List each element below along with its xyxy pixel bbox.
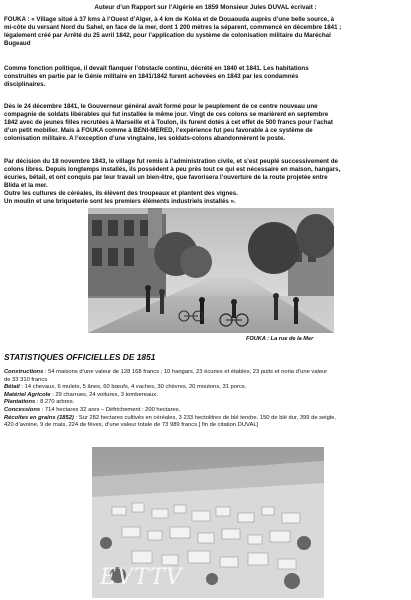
- text-line: écuries, bétail, et ont conquis par leur travail un bien-être, que favorisera l’ouverture de la route projetée entre: [4, 174, 328, 182]
- text-line: disciplinaires.: [4, 81, 46, 89]
- stat-label: Récoltes en grains (1852): [4, 414, 74, 421]
- stat-text: : 54 maisons d’une valeur de 128 168 francs ; 10 hangars, 23 écuries et étables, 23 puits et noria d’une valeur: [43, 369, 328, 375]
- document-header: Auteur d’un Rapport sur l’Algérie en 1859 Monsieur Jules DUVAL écrivait :: [94, 4, 317, 11]
- stat-line: [4, 384, 410, 392]
- paragraph-administration: [4, 158, 410, 207]
- stat-label: Concessions: [4, 406, 41, 413]
- stat-text: : Sur 282 hectares cultivés en céréales, 3 233 hectolitres de blé tendre, 150 de blé dur, 399 de seigle,: [73, 414, 336, 421]
- stat-text: de 33 310 francs.: [4, 376, 49, 383]
- text-line: compagnie de soldats libérables qui fut installée le même jour. Vingt de ces colons se marièrent en septembre: [4, 111, 329, 119]
- text-line: colonisation militaire. A l’exception d’une vingtaine, les soldats-colons abandonnèrent le poste.: [4, 135, 286, 143]
- text-line: Un moulin et une briqueterie sont les premiers éléments industriels installés ».: [4, 198, 236, 206]
- statistics-list: [4, 369, 410, 430]
- paragraph-peuplement: [4, 103, 410, 143]
- stat-line: [4, 377, 410, 385]
- text-line: Dès le 24 décembre 1841, le Gouverneur général avait formé pour le peuplement de ce centre nouveau une: [4, 103, 318, 110]
- photo-aerial-view: [92, 447, 324, 598]
- stat-line: [4, 399, 410, 407]
- stat-label: Plantations: [4, 399, 36, 406]
- statistics-title: STATISTIQUES OFFICIELLES DE 1851: [4, 352, 156, 362]
- text-line: légalement créé par Arrêté du 25 avril 1842, pour l’application du système de colonisation militaire du Maréchal: [4, 32, 331, 40]
- stat-line: [4, 422, 410, 430]
- stat-text: : 714 hectares 32 ares – Défrichement : 200 hectares.: [40, 406, 181, 413]
- text-line: construites en partie par le Génie militaire en 1841/1842 furent achevées en 1843 par les condamnés: [4, 73, 299, 81]
- stat-label: Constructions: [4, 369, 44, 375]
- photo-rue-de-la-mer: [88, 208, 334, 333]
- stat-line: [4, 369, 410, 377]
- stat-text: 420 d’avoine, 9 de mais, 224 de fèves, d’une valeur totale de 73 989 francs.[ fin de citation DUVAL]: [4, 422, 259, 429]
- text-line: d’un petit mobilier. Mais à FOUKA comme à BENI-MERED, l’expérience fut peu favorable à ce système de: [4, 127, 313, 135]
- paragraph-politique: [4, 65, 410, 89]
- photo-caption: FOUKA : La rue de la Mer: [246, 336, 314, 342]
- stat-line: [4, 392, 410, 400]
- text-line: colons libres. Depuis longtemps installés, ils possèdent à peu près tout ce qui est nécessaire en maison, hangars,: [4, 166, 341, 174]
- text-line: Bugeaud: [4, 40, 31, 48]
- text-line: FOUKA : « Village situé à 37 kms à l’Ouest d’Alger, à 4 km de Koléa et de Douaouda auprès d’une belle source, à: [4, 16, 335, 23]
- paragraph-intro: [4, 16, 410, 48]
- text-line: 1842 avec de jeunes filles recrutées à Marseille et à Toulon, ils furent dotés à cet effet de 500 francs pour l’achat: [4, 119, 333, 127]
- text-line: mi-côte du versant Nord du Sahel, en face de la mer, dont 1 200 mètres la séparent, commencé en décembre 1841 ;: [4, 24, 342, 32]
- text-line: Blida et la mer.: [4, 182, 48, 190]
- text-line: Par décision du 18 novembre 1843, le village fut remis à l’administration civile, et s’est peuplé successivement de: [4, 158, 338, 165]
- stat-label: Bétail: [4, 384, 20, 391]
- stat-line: [4, 407, 410, 415]
- photo-signature: EVTTV: [100, 565, 183, 590]
- stat-label: Matériel Agricole: [4, 391, 51, 398]
- stat-text: : 14 chevaux, 6 mulets, 5 ânes, 60 bœufs, 4 vaches, 30 chèvres, 20 moutons, 31 porcs.: [19, 384, 247, 391]
- text-line: Outre les cultures de céréales, ils élèvent des troupeaux et plantent des vignes.: [4, 190, 238, 198]
- text-line: Comme fonction politique, il devait flanquer l’obstacle continu, décrété en 1840 et 1841. Les habitations: [4, 65, 309, 72]
- street-photo-image: [88, 208, 334, 333]
- stat-text: : 29 charrues, 24 voitures, 3 tombereaux.: [50, 391, 158, 398]
- stat-line: [4, 415, 410, 423]
- stat-text: : 8 270 arbres.: [35, 399, 75, 406]
